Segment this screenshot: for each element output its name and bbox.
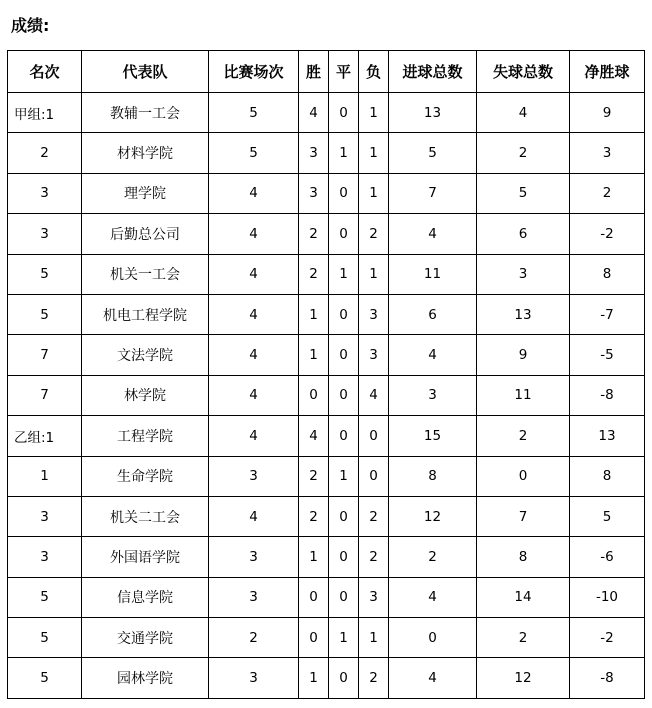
cell-won: 3 — [299, 133, 329, 173]
header-row — [8, 51, 645, 93]
cell-goals-for: 15 — [389, 416, 477, 456]
cell-team: 机电工程学院 — [82, 294, 209, 334]
table-row — [8, 537, 645, 577]
table-row — [8, 335, 645, 375]
table-row — [8, 375, 645, 415]
cell-drawn: 0 — [329, 214, 359, 254]
cell-team: 机关一工会 — [82, 254, 209, 294]
cell-rank: 甲组:1 — [8, 93, 82, 133]
cell-goals-for: 4 — [389, 214, 477, 254]
cell-team: 机关二工会 — [82, 496, 209, 536]
cell-won: 0 — [299, 618, 329, 658]
cell-rank: 3 — [8, 214, 82, 254]
cell-team: 教辅一工会 — [82, 93, 209, 133]
cell-won: 2 — [299, 456, 329, 496]
cell-goals-for: 13 — [389, 93, 477, 133]
cell-drawn: 0 — [329, 537, 359, 577]
cell-goal-difference: 3 — [570, 133, 645, 173]
cell-goals-for: 7 — [389, 173, 477, 213]
cell-played: 4 — [209, 294, 299, 334]
page-title: 成绩: — [11, 16, 50, 35]
cell-goals-against: 7 — [477, 496, 570, 536]
cell-team: 工程学院 — [82, 416, 209, 456]
cell-rank: 3 — [8, 173, 82, 213]
cell-goals-for: 6 — [389, 294, 477, 334]
cell-goal-difference: 8 — [570, 456, 645, 496]
cell-goals-against: 9 — [477, 335, 570, 375]
cell-goal-difference: -2 — [570, 618, 645, 658]
cell-won: 2 — [299, 496, 329, 536]
cell-drawn: 0 — [329, 496, 359, 536]
cell-goals-for: 4 — [389, 335, 477, 375]
cell-won: 1 — [299, 658, 329, 698]
cell-goals-for: 4 — [389, 577, 477, 617]
cell-won: 0 — [299, 577, 329, 617]
cell-played: 3 — [209, 577, 299, 617]
cell-goals-against: 4 — [477, 93, 570, 133]
table-row — [8, 618, 645, 658]
cell-lost: 1 — [359, 173, 389, 213]
cell-drawn: 0 — [329, 294, 359, 334]
cell-played: 5 — [209, 133, 299, 173]
cell-goals-against: 2 — [477, 618, 570, 658]
cell-goal-difference: -6 — [570, 537, 645, 577]
cell-goal-difference: -2 — [570, 214, 645, 254]
cell-team: 信息学院 — [82, 577, 209, 617]
table-row — [8, 456, 645, 496]
cell-goals-against: 14 — [477, 577, 570, 617]
cell-drawn: 1 — [329, 618, 359, 658]
cell-lost: 2 — [359, 496, 389, 536]
header-won: 胜 — [299, 51, 329, 93]
cell-goal-difference: 8 — [570, 254, 645, 294]
cell-won: 1 — [299, 294, 329, 334]
table-row — [8, 254, 645, 294]
cell-lost: 3 — [359, 294, 389, 334]
cell-goals-against: 2 — [477, 133, 570, 173]
cell-team: 材料学院 — [82, 133, 209, 173]
cell-goals-for: 8 — [389, 456, 477, 496]
cell-played: 4 — [209, 335, 299, 375]
cell-drawn: 0 — [329, 416, 359, 456]
cell-lost: 2 — [359, 214, 389, 254]
header-team: 代表队 — [82, 51, 209, 93]
cell-team: 文法学院 — [82, 335, 209, 375]
header-lost: 负 — [359, 51, 389, 93]
cell-rank: 1 — [8, 456, 82, 496]
cell-played: 3 — [209, 456, 299, 496]
cell-goals-against: 11 — [477, 375, 570, 415]
cell-won: 2 — [299, 214, 329, 254]
cell-drawn: 0 — [329, 335, 359, 375]
cell-played: 4 — [209, 173, 299, 213]
cell-drawn: 0 — [329, 93, 359, 133]
cell-goal-difference: -7 — [570, 294, 645, 334]
cell-drawn: 0 — [329, 173, 359, 213]
cell-lost: 2 — [359, 537, 389, 577]
header-goals-for: 进球总数 — [389, 51, 477, 93]
cell-played: 4 — [209, 254, 299, 294]
cell-won: 4 — [299, 416, 329, 456]
cell-played: 3 — [209, 658, 299, 698]
cell-rank: 2 — [8, 133, 82, 173]
cell-goals-for: 4 — [389, 658, 477, 698]
cell-drawn: 1 — [329, 133, 359, 173]
cell-rank: 3 — [8, 537, 82, 577]
cell-rank: 7 — [8, 375, 82, 415]
cell-goals-against: 12 — [477, 658, 570, 698]
table-row — [8, 496, 645, 536]
cell-rank: 5 — [8, 658, 82, 698]
cell-lost: 3 — [359, 577, 389, 617]
cell-lost: 4 — [359, 375, 389, 415]
cell-played: 5 — [209, 93, 299, 133]
cell-drawn: 1 — [329, 254, 359, 294]
cell-rank: 5 — [8, 254, 82, 294]
header-goal-difference: 净胜球 — [570, 51, 645, 93]
cell-drawn: 0 — [329, 658, 359, 698]
cell-lost: 2 — [359, 658, 389, 698]
cell-rank: 5 — [8, 577, 82, 617]
table-row — [8, 294, 645, 334]
cell-won: 1 — [299, 537, 329, 577]
cell-goals-against: 3 — [477, 254, 570, 294]
cell-drawn: 0 — [329, 375, 359, 415]
cell-played: 4 — [209, 416, 299, 456]
cell-rank: 3 — [8, 496, 82, 536]
cell-won: 0 — [299, 375, 329, 415]
table-row — [8, 133, 645, 173]
header-goals-against: 失球总数 — [477, 51, 570, 93]
header-played: 比赛场次 — [209, 51, 299, 93]
cell-goals-for: 5 — [389, 133, 477, 173]
cell-team: 交通学院 — [82, 618, 209, 658]
cell-team: 外国语学院 — [82, 537, 209, 577]
table-row — [8, 577, 645, 617]
header-rank: 名次 — [8, 51, 82, 93]
table-row — [8, 658, 645, 698]
cell-team: 园林学院 — [82, 658, 209, 698]
cell-team: 林学院 — [82, 375, 209, 415]
table-row — [8, 173, 645, 213]
cell-rank: 乙组:1 — [8, 416, 82, 456]
cell-drawn: 1 — [329, 456, 359, 496]
cell-lost: 1 — [359, 93, 389, 133]
cell-rank: 5 — [8, 618, 82, 658]
table-row — [8, 214, 645, 254]
cell-lost: 3 — [359, 335, 389, 375]
cell-lost: 1 — [359, 618, 389, 658]
cell-goal-difference: 13 — [570, 416, 645, 456]
cell-goals-for: 3 — [389, 375, 477, 415]
cell-goal-difference: 5 — [570, 496, 645, 536]
cell-goals-for: 11 — [389, 254, 477, 294]
cell-goals-for: 2 — [389, 537, 477, 577]
cell-lost: 1 — [359, 254, 389, 294]
cell-played: 2 — [209, 618, 299, 658]
cell-played: 3 — [209, 537, 299, 577]
cell-team: 后勤总公司 — [82, 214, 209, 254]
cell-played: 4 — [209, 375, 299, 415]
cell-goals-for: 0 — [389, 618, 477, 658]
cell-goals-against: 6 — [477, 214, 570, 254]
cell-lost: 0 — [359, 456, 389, 496]
cell-goals-against: 5 — [477, 173, 570, 213]
results-table — [7, 50, 645, 699]
cell-rank: 7 — [8, 335, 82, 375]
cell-won: 2 — [299, 254, 329, 294]
cell-rank: 5 — [8, 294, 82, 334]
cell-lost: 0 — [359, 416, 389, 456]
cell-goals-against: 8 — [477, 537, 570, 577]
cell-goal-difference: -5 — [570, 335, 645, 375]
cell-drawn: 0 — [329, 577, 359, 617]
table-row — [8, 416, 645, 456]
cell-won: 4 — [299, 93, 329, 133]
cell-goal-difference: -10 — [570, 577, 645, 617]
cell-goals-against: 0 — [477, 456, 570, 496]
cell-played: 4 — [209, 496, 299, 536]
cell-goal-difference: -8 — [570, 658, 645, 698]
cell-goal-difference: 2 — [570, 173, 645, 213]
header-drawn: 平 — [329, 51, 359, 93]
cell-goal-difference: -8 — [570, 375, 645, 415]
cell-played: 4 — [209, 214, 299, 254]
cell-lost: 1 — [359, 133, 389, 173]
cell-goals-for: 12 — [389, 496, 477, 536]
cell-won: 3 — [299, 173, 329, 213]
cell-won: 1 — [299, 335, 329, 375]
cell-team: 生命学院 — [82, 456, 209, 496]
cell-team: 理学院 — [82, 173, 209, 213]
cell-goals-against: 2 — [477, 416, 570, 456]
table-row — [8, 93, 645, 133]
cell-goals-against: 13 — [477, 294, 570, 334]
cell-goal-difference: 9 — [570, 93, 645, 133]
